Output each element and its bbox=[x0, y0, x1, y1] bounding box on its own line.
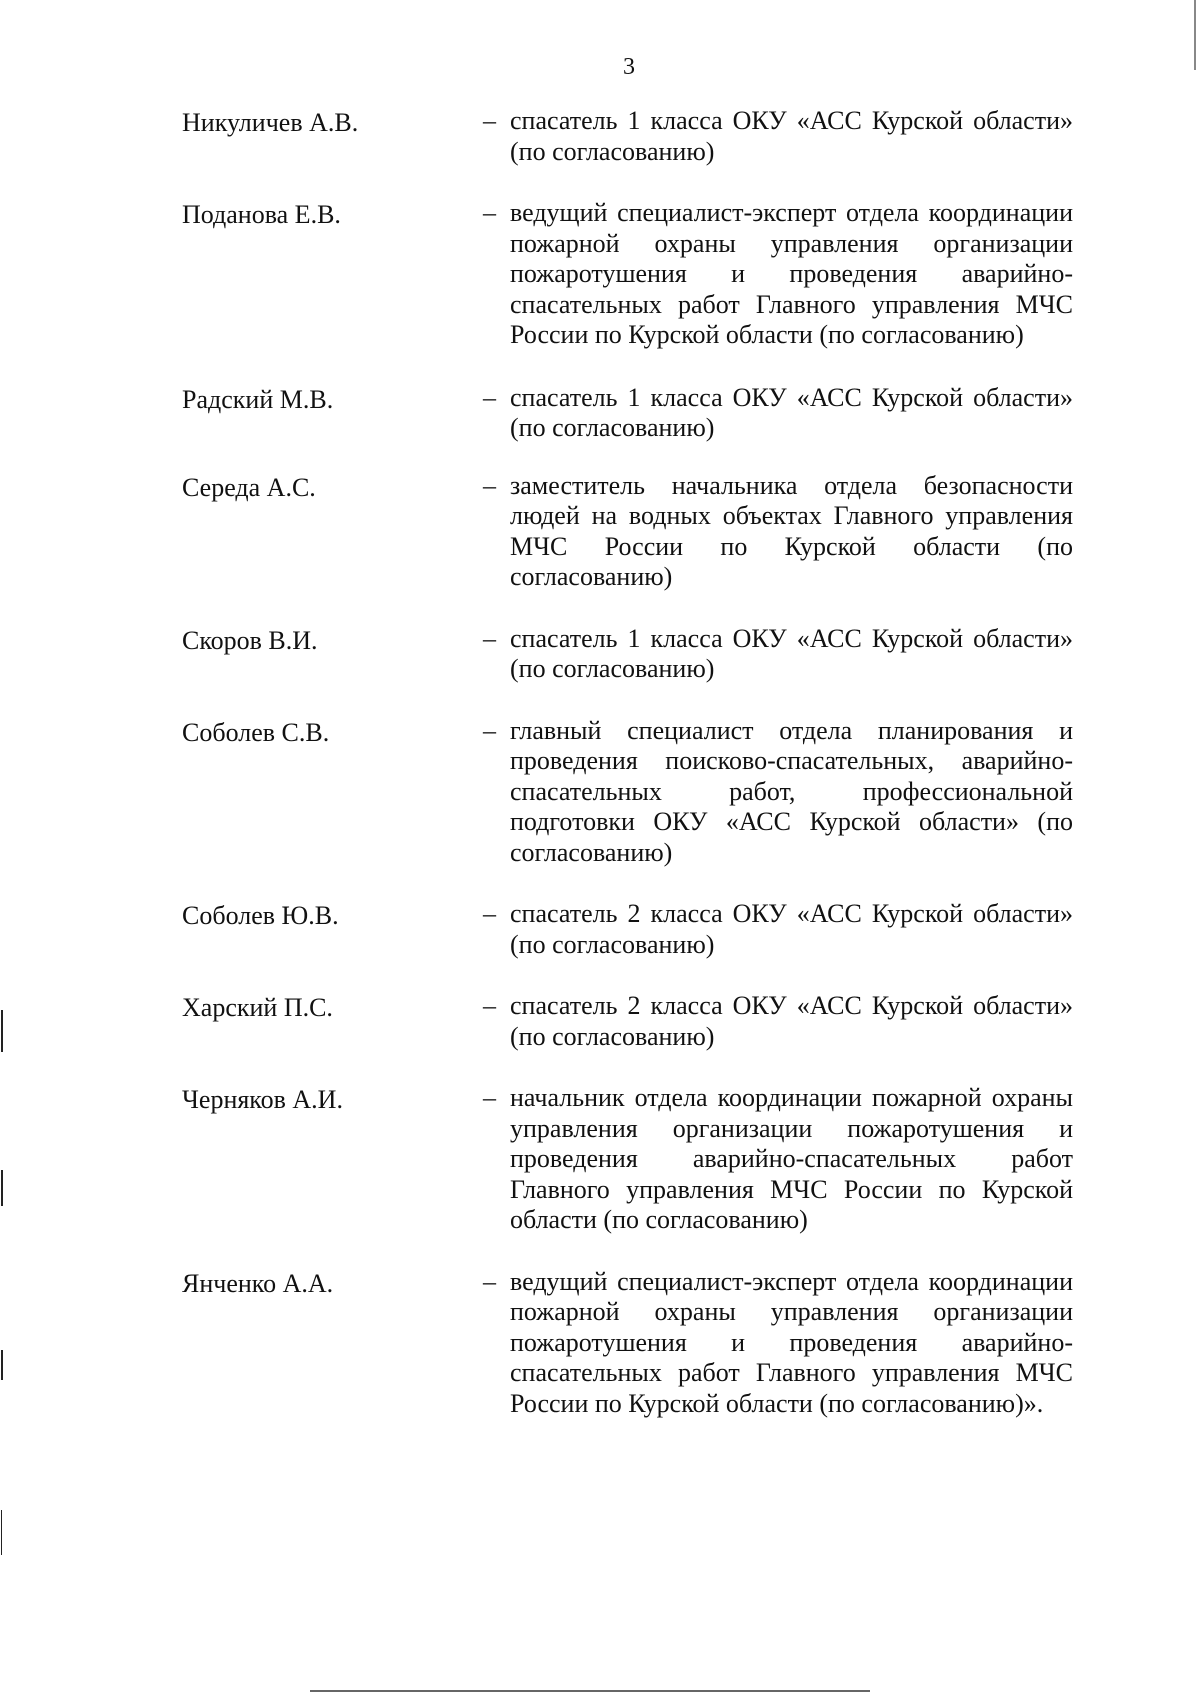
entry-dash: – bbox=[483, 106, 496, 135]
member-name: Радский М.В. bbox=[182, 384, 334, 414]
scan-bottom-rule bbox=[310, 1690, 870, 1692]
entry-dash: – bbox=[483, 198, 496, 227]
member-description: спасатель 1 класса ОКУ «АСС Курской области» (по согласованию) bbox=[510, 623, 1073, 683]
member-description: начальник отдела координации пожарной охраны управления организации пожаротушения и проведения аварийно-спасательных работ Главного управления МЧС России по Курской области (по согласованию) bbox=[510, 1083, 1073, 1234]
member-name: Харский П.С. bbox=[182, 993, 333, 1022]
entry-dash: – bbox=[483, 623, 496, 653]
member-description: спасатель 1 класса ОКУ «АСС Курской области» (по согласованию) bbox=[510, 382, 1073, 442]
member-name: Середа А.С. bbox=[182, 472, 316, 502]
list-item bbox=[0, 991, 1200, 1052]
scan-edge-mark bbox=[1, 1170, 3, 1206]
entry-dash: – bbox=[483, 470, 496, 500]
list-item bbox=[0, 716, 1200, 869]
member-name: Соболев С.В. bbox=[182, 717, 330, 747]
member-name: Соболев Ю.В. bbox=[182, 901, 339, 930]
list-item bbox=[0, 899, 1200, 960]
page-number: 3 bbox=[623, 54, 635, 80]
member-description: главный специалист отдела планирования и проведения поисково-спасательных, аварийно-спасательных работ, профессиональной подготовки ОКУ «АСС Курской области» (по согласованию) bbox=[510, 715, 1073, 867]
member-description: заместитель начальника отдела безопасности людей на водных объектах Главного управления МЧС России по Курской области (по согласованию) bbox=[510, 470, 1073, 591]
scan-edge-mark bbox=[1, 1010, 3, 1052]
list-item bbox=[0, 1083, 1200, 1236]
member-description: ведущий специалист-эксперт отдела координации пожарной охраны управления организации пожаротушения и проведения аварийно-спасательных работ Главного управления МЧС России по Курской области (по согласованию) bbox=[510, 198, 1073, 349]
entry-dash: – bbox=[483, 1266, 496, 1296]
scan-edge-mark bbox=[1, 1510, 2, 1555]
list-item bbox=[0, 106, 1200, 167]
member-list bbox=[0, 106, 1200, 1419]
scan-edge-mark bbox=[1194, 0, 1196, 70]
entry-dash: – bbox=[483, 899, 496, 928]
list-item bbox=[0, 383, 1200, 444]
member-name: Черняков А.И. bbox=[182, 1085, 343, 1114]
list-item bbox=[0, 198, 1200, 351]
member-name: Поданова Е.В. bbox=[182, 200, 341, 229]
entry-dash: – bbox=[483, 991, 496, 1020]
list-item bbox=[0, 624, 1200, 685]
scan-edge-mark bbox=[1, 1350, 3, 1380]
entry-dash: – bbox=[483, 1083, 496, 1112]
member-description: ведущий специалист-эксперт отдела координации пожарной охраны управления организации пожаротушения и проведения аварийно-спасательных работ Главного управления МЧС России по Курской области (по согласованию)». bbox=[510, 1266, 1073, 1418]
member-name: Никуличев А.В. bbox=[182, 108, 359, 137]
entry-dash: – bbox=[483, 715, 496, 745]
member-description: спасатель 1 класса ОКУ «АСС Курской области» (по согласованию) bbox=[510, 106, 1073, 166]
entry-dash: – bbox=[483, 382, 496, 412]
member-description: спасатель 2 класса ОКУ «АСС Курской области» (по согласованию) bbox=[510, 899, 1073, 959]
member-name: Скоров В.И. bbox=[182, 625, 318, 655]
list-item bbox=[0, 471, 1200, 593]
member-description: спасатель 2 класса ОКУ «АСС Курской области» (по согласованию) bbox=[510, 991, 1073, 1051]
list-item bbox=[0, 1267, 1200, 1420]
member-name: Янченко А.А. bbox=[182, 1268, 334, 1298]
